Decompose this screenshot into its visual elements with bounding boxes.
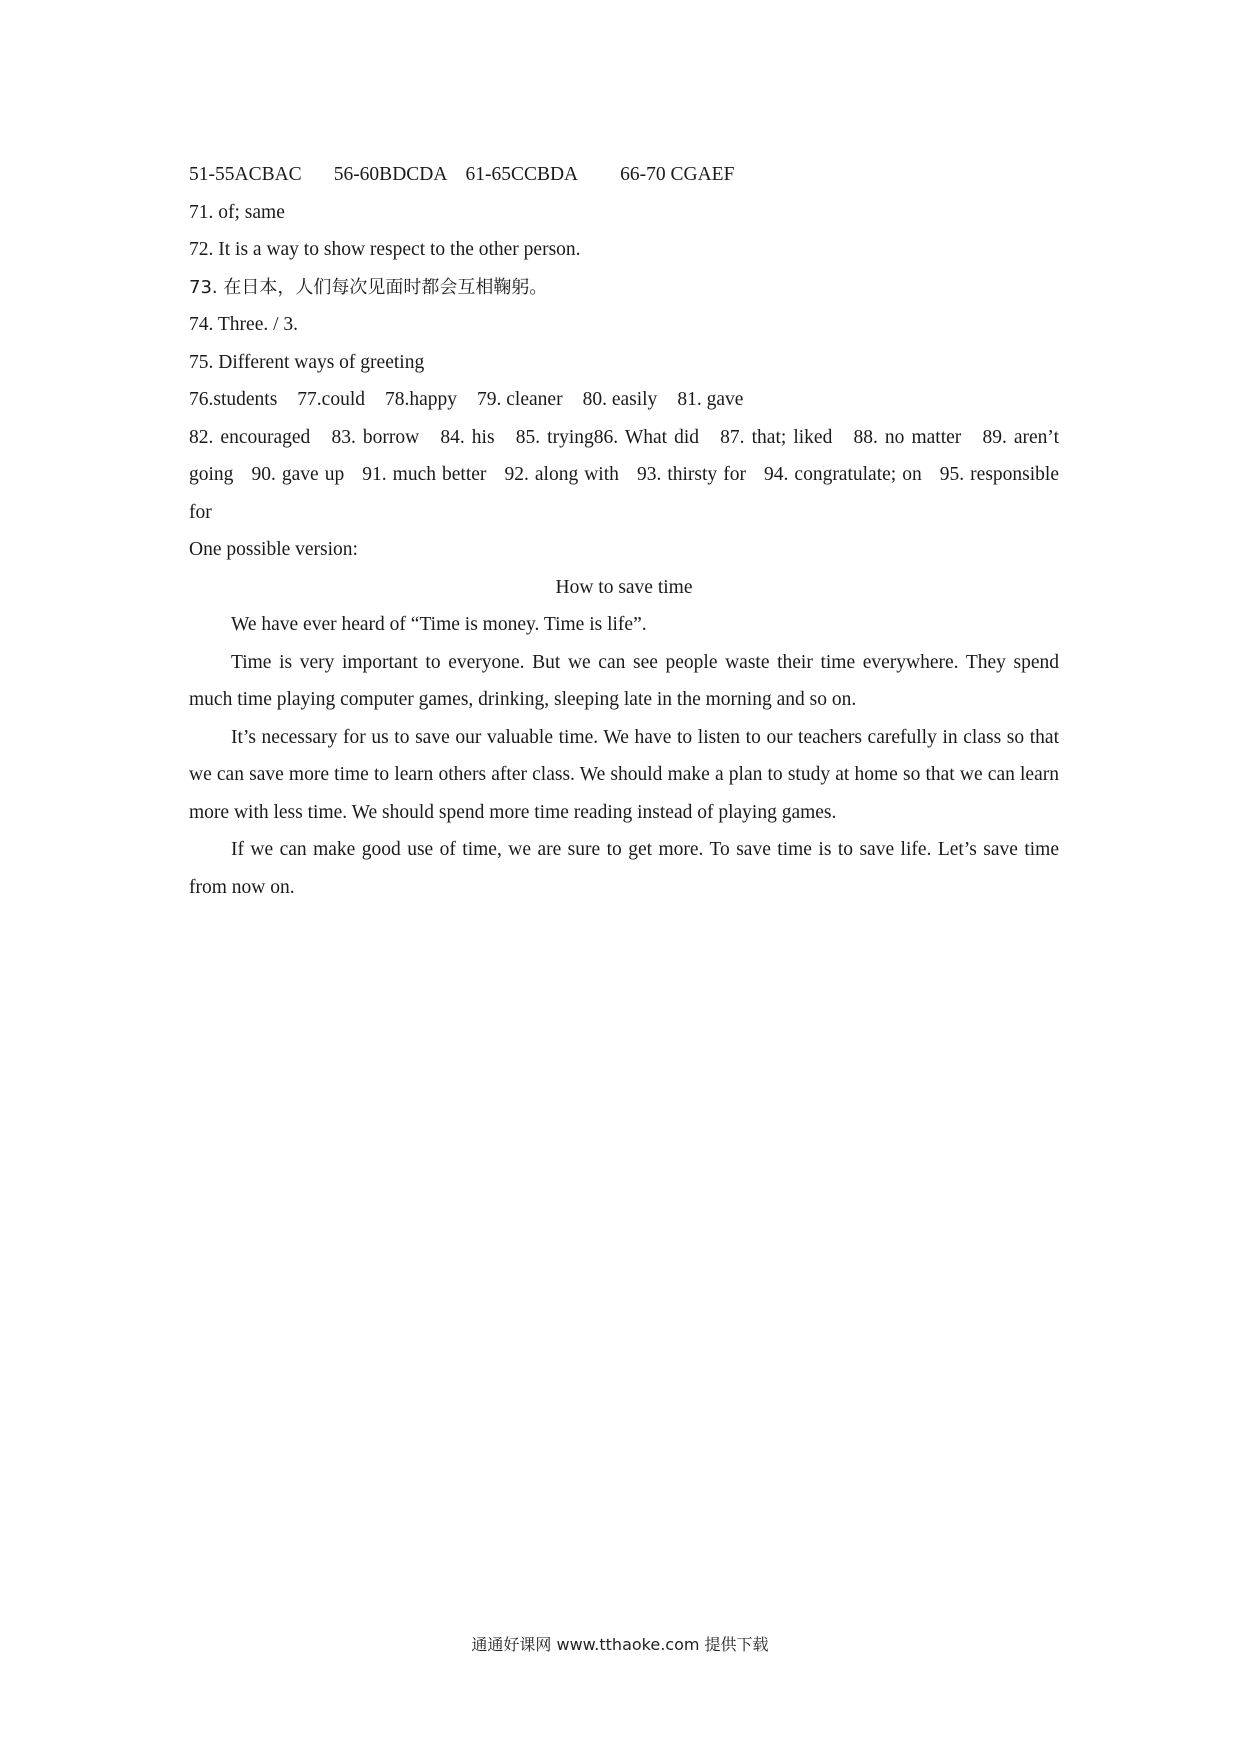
- answer-56-60: 56-60BDCDA: [333, 164, 448, 185]
- essay-paragraph-2: Time is very important to everyone. But we can see people waste their time everywhere. They spend much time playing computer games, drinking, sleeping late in the morning and so on.: [189, 651, 1059, 710]
- answer-74: 74. Three. / 3.: [189, 314, 299, 335]
- answer-77: 77.could: [297, 389, 365, 410]
- answer-80: 80. easily: [582, 389, 658, 410]
- answer-81: 81. gave: [677, 389, 744, 410]
- essay-paragraph-3: It’s necessary for us to save our valuable time. We have to listen to our teachers carefully in class so that we can save more time to learn others after class. We should make a plan to study at home so that we can learn more with less time. We should spend more time reading instead of playing games.: [189, 726, 1059, 823]
- answers-76-81: [189, 381, 1059, 419]
- answer-51-55: 51-55ACBAC: [189, 164, 302, 185]
- answers-82-95: 82. encouraged 83. borrow 84. his 85. trying86. What did 87. that; liked 88. no matter 89. aren’t going 90. gave up 91. much better 92. along with 93. thirsty for 94. congratulate; on 95. responsible for: [189, 426, 1065, 523]
- essay-paragraph-1: We have ever heard of “Time is money. Time is life”.: [231, 614, 647, 635]
- answer-75: 75. Different ways of greeting: [189, 351, 425, 373]
- answer-76: 76.students: [189, 389, 278, 410]
- answer-78: 78.happy: [385, 389, 458, 410]
- answer-73: 73. 在日本，人们每次见面时都会互相鞠躬。: [189, 276, 548, 298]
- answer-61-65: 61-65CCBDA: [465, 164, 579, 185]
- multiple-choice-answers: [189, 156, 1059, 194]
- answer-71: 71. of; same: [189, 201, 285, 223]
- answer-79: 79. cleaner: [477, 389, 563, 410]
- answer-66-70: 66-70 CGAEF: [620, 164, 735, 185]
- essay-intro: One possible version:: [189, 539, 358, 560]
- answer-key-page: [189, 156, 1065, 906]
- answer-72: 72. It is a way to show respect to the other person.: [189, 239, 581, 260]
- page-footer: 通通好课网 www.tthaoke.com 提供下载: [471, 1635, 769, 1654]
- essay-title: How to save time: [555, 576, 693, 598]
- essay-paragraph-4: If we can make good use of time, we are sure to get more. To save time is to save life. Let’s save time from now on.: [189, 839, 1059, 898]
